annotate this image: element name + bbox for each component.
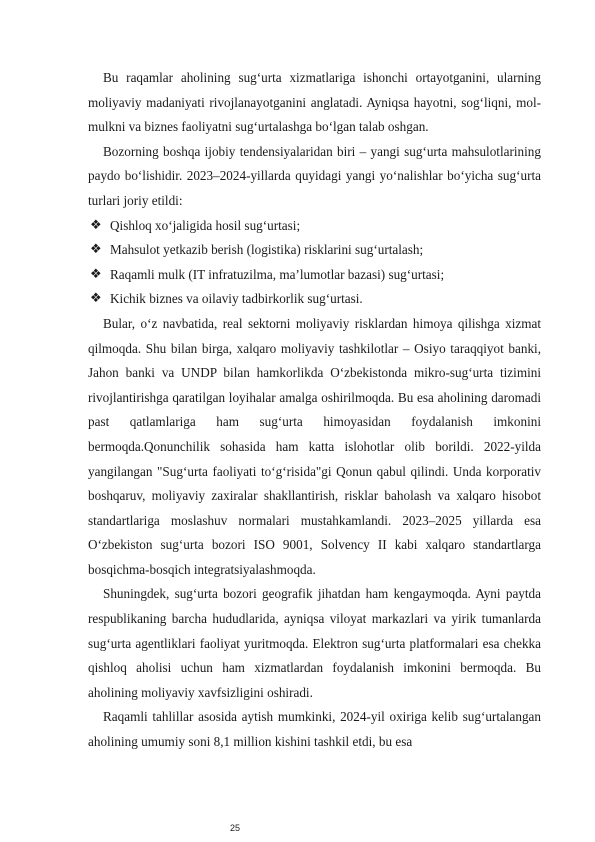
list-item: ❖ Raqamli mulk (IT infratuzilma, ma’lumotlar bazasi) sug‘urtasi; (88, 263, 541, 288)
diamond-bullet-icon: ❖ (90, 217, 102, 233)
diamond-bullet-icon: ❖ (90, 291, 102, 307)
paragraph-3: Bular, o‘z navbatida, real sektorni moliyaviy risklardan himoya qilishga xizmat qilmoqda. Shu bilan birga, xalqaro moliyaviy tashkilotlar – Osiyo taraqqiyot banki, Jahon banki va UNDP bilan hamkorlikda O‘zbekistonda mikro-sug‘urta tizimini rivojlantirishga qaratilgan loyihalar amalga oshirilmoqda. Bu esa aholining daromadi past qatlamlariga ham sug‘urta himoyasidan foydalanish imkonini bermoqda.Qonunchilik sohasida ham katta islohotlar olib borildi. 2022-yilda yangilangan "Sug‘urta faoliyati to‘g‘risida"gi Qonun qabul qilindi. Unda korporativ boshqaruv, moliyaviy zaxiralar shakllantirish, risklar baholash va xalqaro hisobot standartlariga moslashuv normalari mustahkamlandi. 2023–2025 yillarda esa O‘zbekiston sug‘urta bozori ISO 9001, Solvency II kabi xalqaro standartlarga bosqichma-bosqich integratsiyalashmoqda. (88, 315, 541, 577)
list-item: ❖ Qishloq xo‘jaligida hosil sug‘urtasi; (88, 214, 541, 239)
paragraph-5: Raqamli tahlillar asosida aytish mumkinki, 2024-yil oxiriga kelib sug‘urtalangan aholining umumiy soni 8,1 million kishini tashkil etdi, bu esa (88, 709, 541, 750)
paragraph-4: Shuningdek, sug‘urta bozori geografik jihatdan ham kengaymoqda. Ayni paytda respublikaning barcha hududlarida, ayniqsa viloyat markazlari va yirik tumanlarda sug‘urta agentliklari faoliyat yuritmoqda. Elektron sug‘urta platformalari esa chekka qishloq aholisi uchun ham xizmatlardan foydalanish imkonini bermoqda. Bu aholining moliyaviy xavfsizligini oshiradi. (88, 586, 541, 700)
bullet-list (88, 214, 541, 312)
page-number: 25 (230, 823, 241, 833)
document-body (88, 66, 541, 755)
diamond-bullet-icon: ❖ (90, 242, 102, 258)
list-item: ❖ Kichik biznes va oilaviy tadbirkorlik sug‘urtasi. (88, 287, 541, 312)
diamond-bullet-icon: ❖ (90, 266, 102, 282)
paragraph-1: Bu raqamlar aholining sug‘urta xizmatlariga ishonchi ortayotganini, ularning moliyaviy madaniyati rivojlanayotganini anglatadi. Ayniqsa hayotni, sog‘liqni, mol-mulkni va biznes faoliyatni sug‘urtalashga bo‘lgan talab oshgan. (88, 70, 541, 135)
list-item: ❖ Mahsulot yetkazib berish (logistika) risklarini sug‘urtalash; (88, 238, 541, 263)
paragraph-2: Bozorning boshqa ijobiy tendensiyalaridan biri – yangi sug‘urta mahsulotlarining paydo bo‘lishidir. 2023–2024-yillarda quyidagi yangi yo‘nalishlar bo‘yicha sug‘urta turlari joriy etildi: (88, 143, 541, 208)
